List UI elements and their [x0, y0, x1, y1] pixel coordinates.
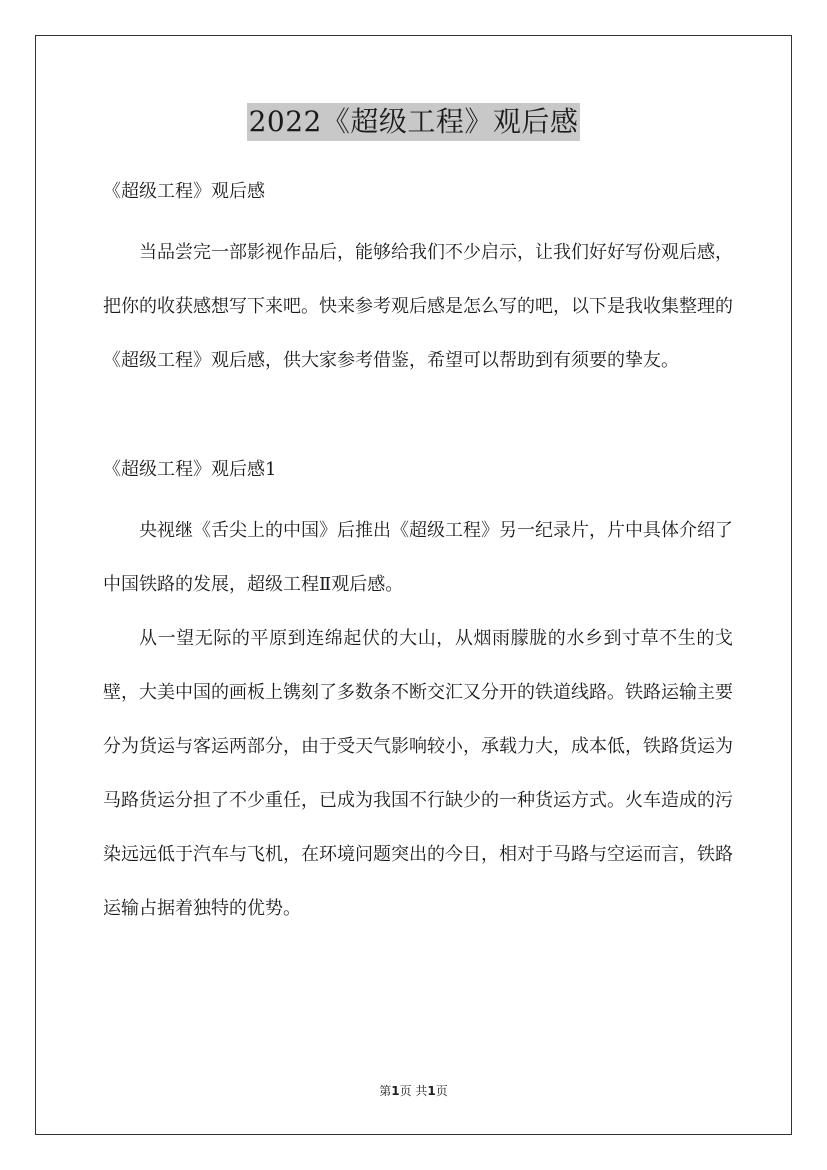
- section1-paragraph-1: 央视继《舌尖上的中国》后推出《超级工程》另一纪录片，片中具体介绍了中国铁路的发展，超级工程Ⅱ观后感。: [103, 520, 733, 595]
- footer-page-number: 1: [391, 1084, 400, 1098]
- intro-paragraph: 当品尝完一部影视作品后，能够给我们不少启示，让我们好好写份观后感，把你的收获感想写下来吧。快来参考观后感是怎么写的吧，以下是我收集整理的《超级工程》观后感，供大家参考借鉴，希望可以帮助到有须要的挚友。: [103, 242, 733, 371]
- footer-prefix: 第: [379, 1084, 392, 1098]
- spacer: [103, 490, 733, 504]
- intro-heading: 《超级工程》观后感: [103, 181, 265, 202]
- document-body: [103, 172, 733, 936]
- footer-suffix: 页: [435, 1084, 448, 1098]
- section1-paragraph-2: 从一望无际的平原到连绵起伏的大山，从烟雨朦胧的水乡到寸草不生的戈壁，大美中国的画板上镌刻了多数条不断交汇又分开的铁道线路。铁路运输主要分为货运与客运两部分，由于受天气影响较小，承载力大，成本低，铁路货运为马路货运分担了不少重任，已成为我国不行缺少的一种货运方式。火车造成的污染远远低于汽车与飞机，在环境问题突出的今日，相对于马路与空运而言，铁路运输占据着独特的优势。: [103, 628, 733, 919]
- document-title: 2022《超级工程》观后感: [247, 103, 581, 141]
- spacer: [103, 212, 733, 226]
- section-gap: [103, 388, 733, 450]
- footer-total-pages: 1: [427, 1084, 436, 1098]
- section1-heading: 《超级工程》观后感1: [103, 459, 277, 480]
- footer-mid: 页 共: [399, 1084, 428, 1098]
- page-footer: [0, 1083, 827, 1099]
- title-wrapper: [0, 103, 827, 141]
